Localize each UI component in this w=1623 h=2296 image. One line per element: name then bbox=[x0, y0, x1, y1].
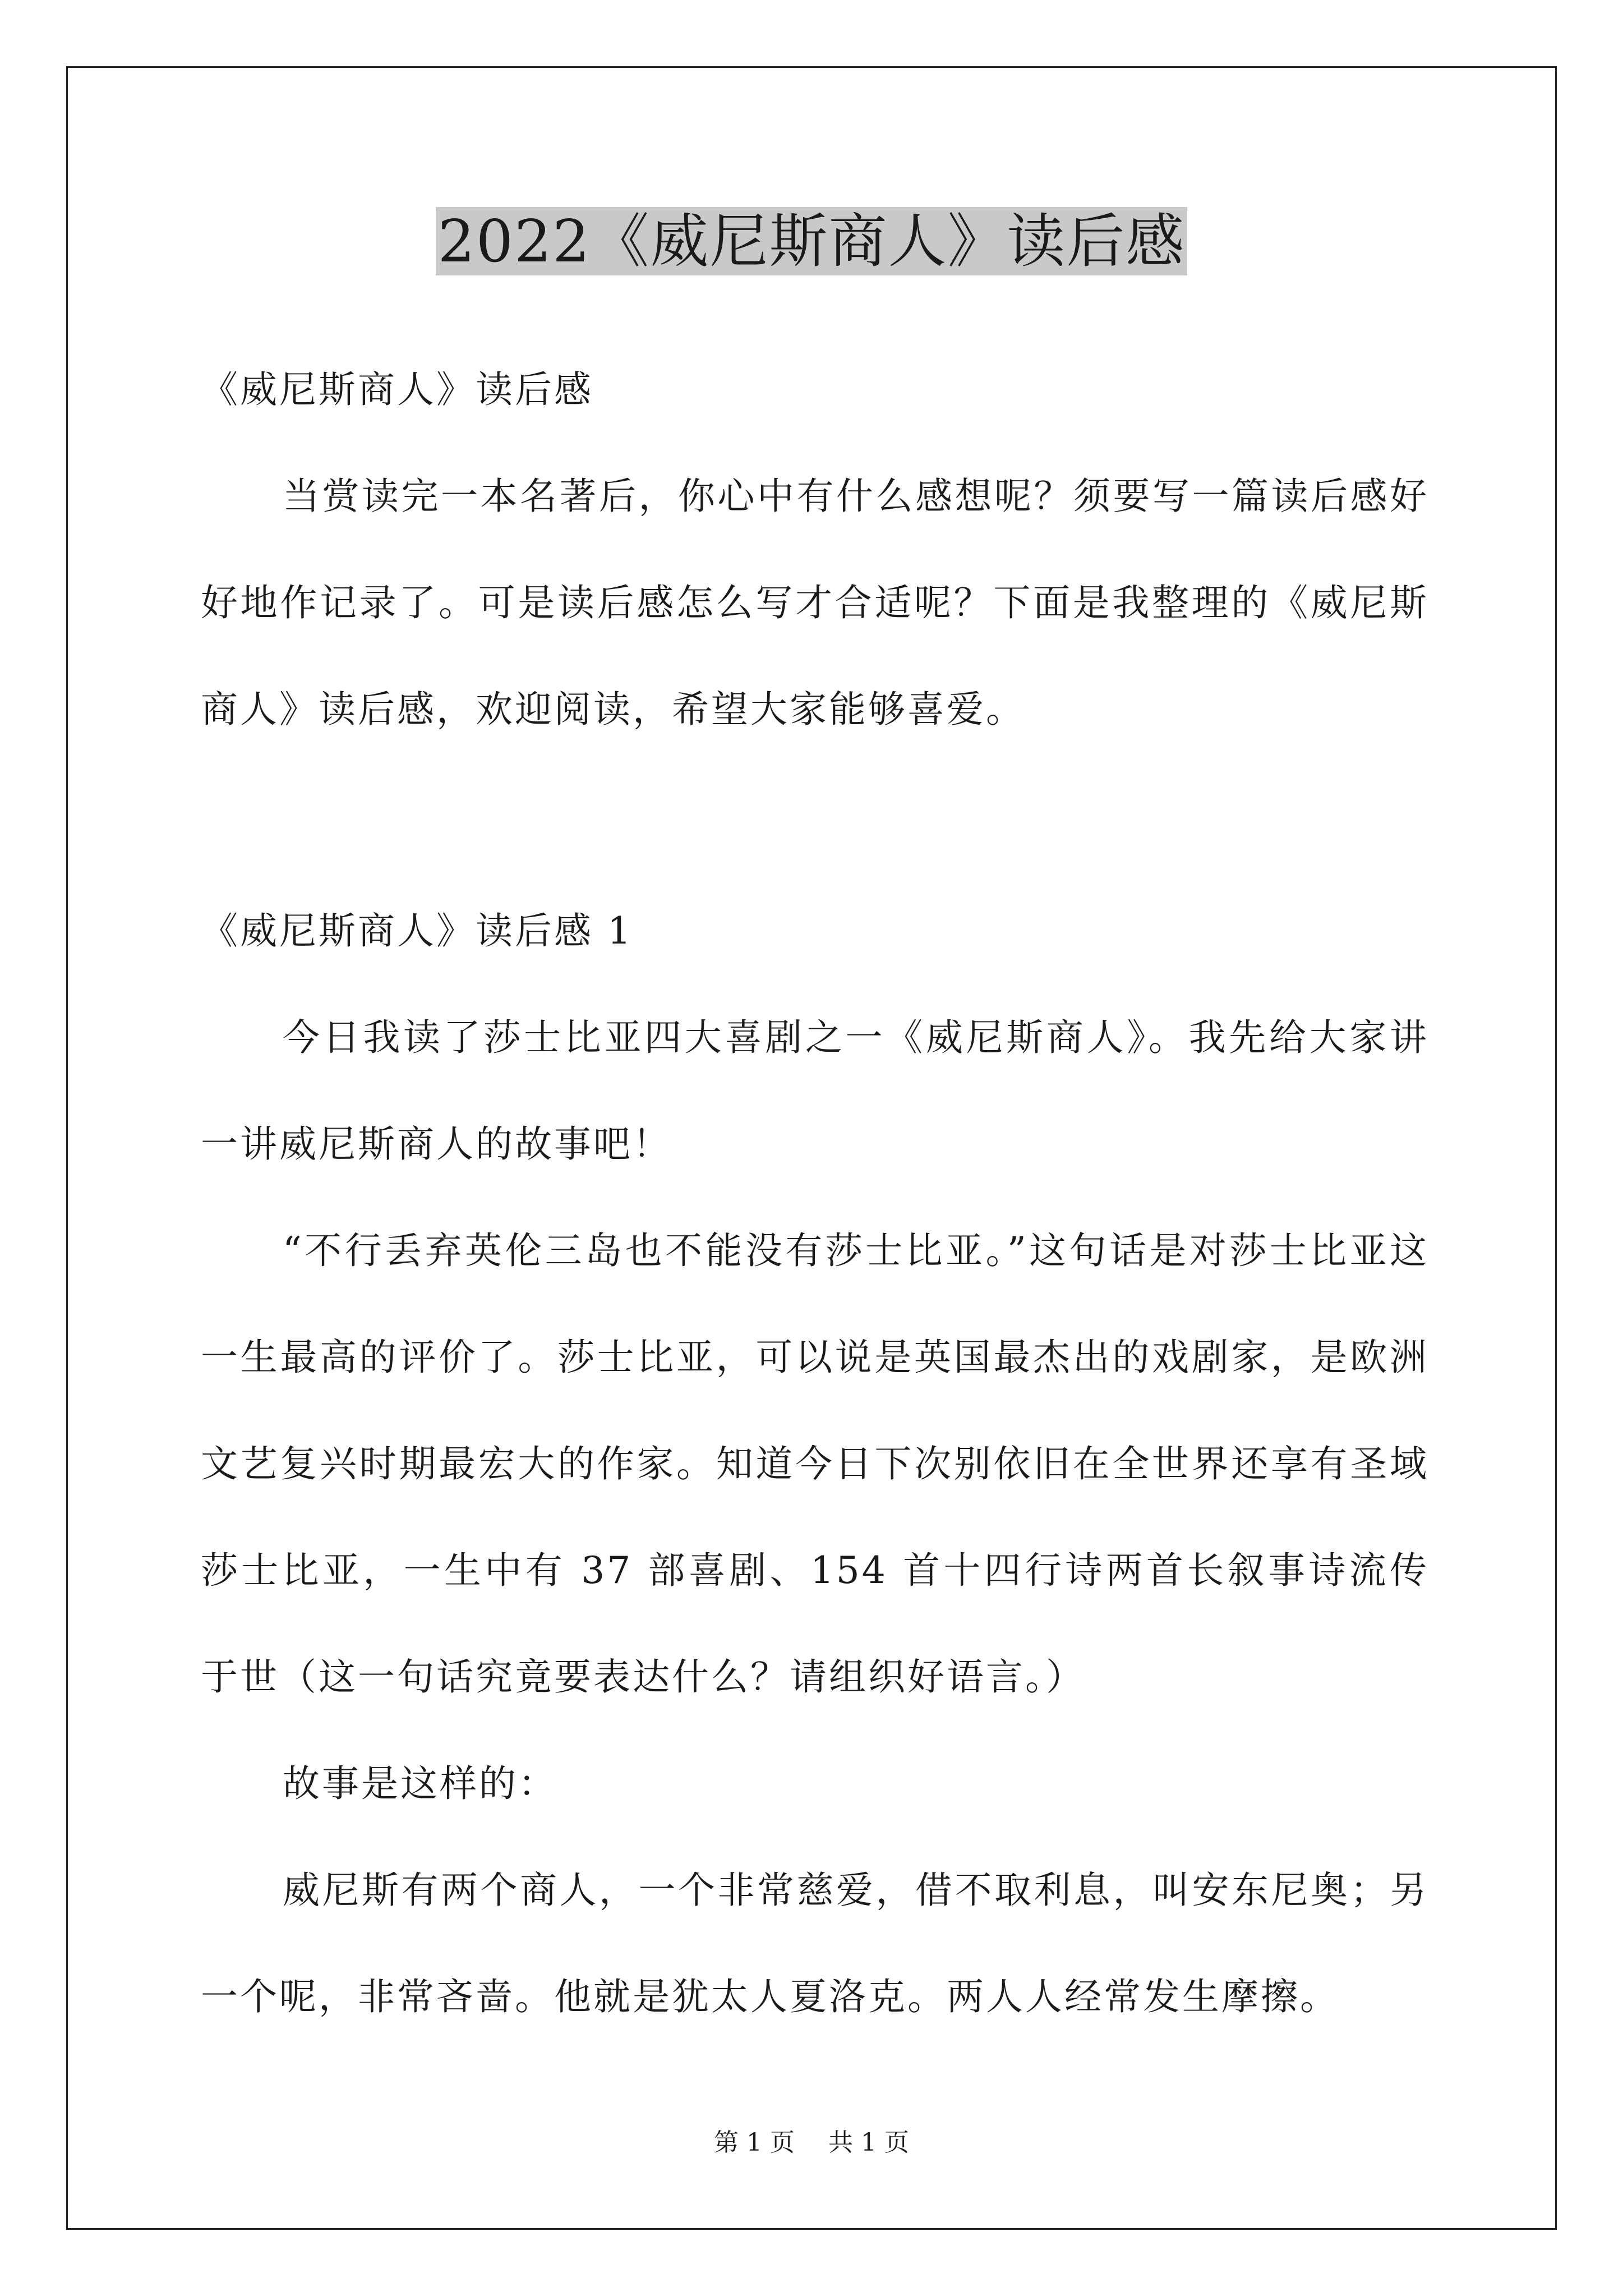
body-paragraph-2: “不行丢弃英伦三岛也不能没有莎士比亚。”这句话是对莎士比亚这一生最高的评价了。莎士比亚，可以说是英国最杰出的戏剧家，是欧洲文艺复兴时期最宏大的作家。知道今日下次别依旧在全世界还享有圣域莎士比亚，一生中有 37 部喜剧、154 首十四行诗两首长叙事诗流传于世（这一句话究竟要表达什么？请组织好语言。） bbox=[201, 1229, 1429, 1699]
intro-paragraph: 当赏读完一本名著后，你心中有什么感想呢？须要写一篇读后感好好地作记录了。可是读后感怎么写才合适呢？下面是我整理的《威尼斯商人》读后感，欢迎阅读，希望大家能够喜爱。 bbox=[201, 475, 1429, 731]
body-block bbox=[201, 984, 1429, 2050]
document-title bbox=[0, 202, 1623, 280]
page-footer bbox=[0, 2126, 1623, 2160]
footer-page-current: 第 1 页 bbox=[714, 2128, 795, 2157]
section-heading: 《威尼斯商人》读后感 1 bbox=[201, 909, 633, 953]
body-paragraph-4: 威尼斯有两个商人，一个非常慈爱，借不取利息，叫安东尼奥；另一个呢，非常吝啬。他就是犹太人夏洛克。两人人经常发生摩擦。 bbox=[201, 1869, 1429, 2018]
body-paragraph-3: 故事是这样的： bbox=[283, 1762, 557, 1805]
intro-block bbox=[201, 443, 1429, 763]
intro-subtitle: 《威尼斯商人》读后感 bbox=[201, 368, 593, 411]
body-paragraph-1: 今日我读了莎士比亚四大喜剧之一《威尼斯商人》。我先给大家讲一讲威尼斯商人的故事吧！ bbox=[201, 1016, 1429, 1166]
document-title-text: 2022《威尼斯商人》读后感 bbox=[436, 207, 1188, 275]
footer-page-total: 共 1 页 bbox=[828, 2128, 909, 2157]
